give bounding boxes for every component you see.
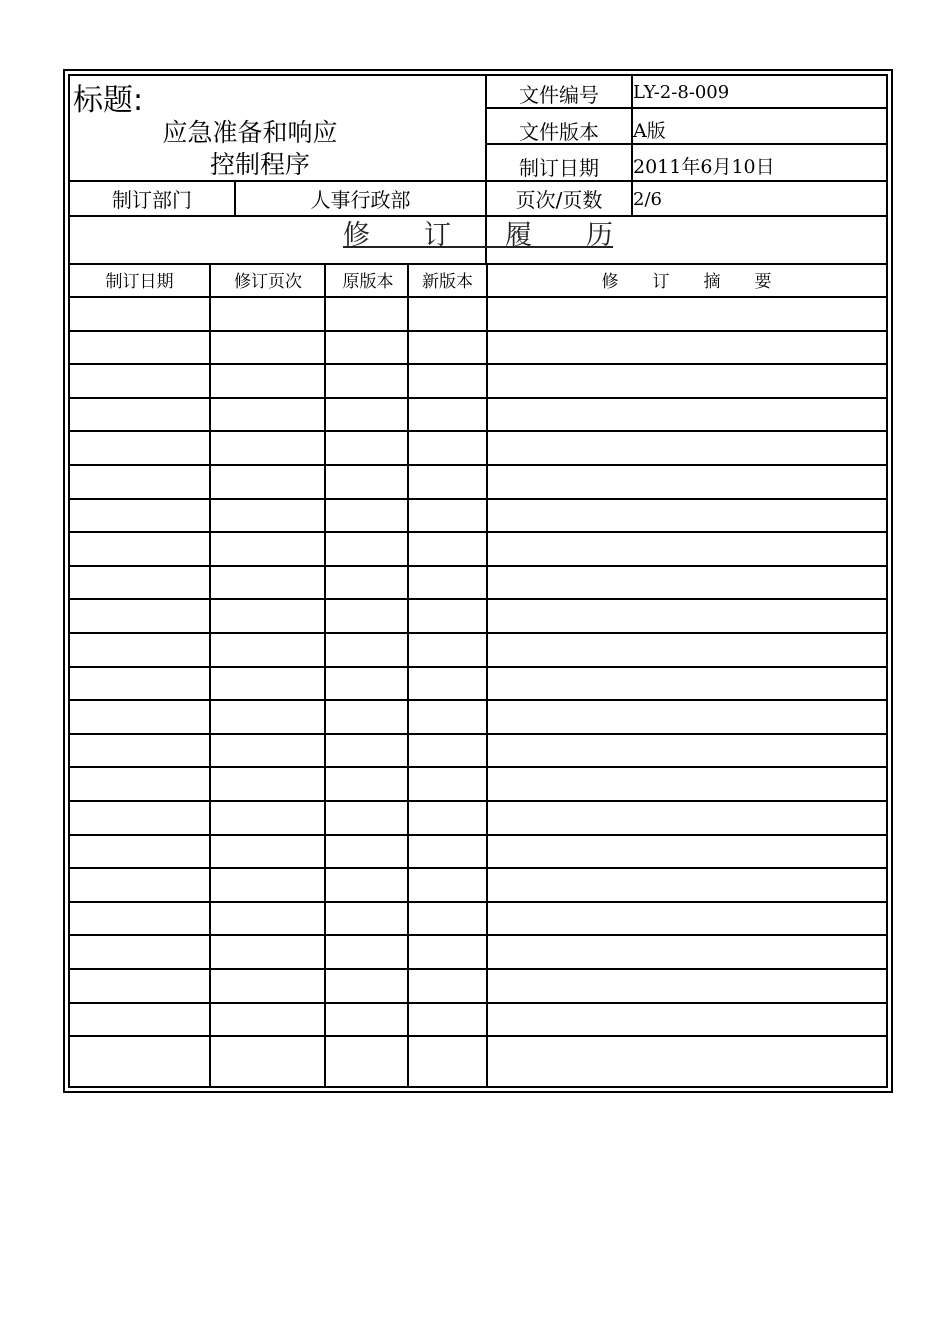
- table-row: [70, 1002, 886, 1004]
- version-label: 文件版本: [519, 120, 599, 144]
- table-row: [70, 464, 886, 466]
- table-header-divider: [70, 296, 886, 298]
- table-column-divider: [324, 263, 326, 1086]
- col-header-old-version: 原版本: [342, 272, 394, 292]
- table-row: [70, 397, 886, 399]
- table-row: [70, 363, 886, 365]
- table-row: [70, 968, 886, 970]
- document-inner-frame: [68, 74, 888, 1088]
- table-row: [70, 565, 886, 567]
- doc-no-value: LY-2-8-009: [633, 82, 730, 103]
- col-header-page: 修订页次: [234, 272, 302, 292]
- table-row: [70, 800, 886, 802]
- hline-dept-top: [70, 180, 886, 182]
- date-label: 制订日期: [519, 156, 599, 180]
- doc-no-label: 文件编号: [519, 83, 599, 107]
- table-column-divider: [407, 263, 409, 1086]
- title-line-1: 应急准备和响应: [162, 118, 338, 147]
- table-row: [70, 699, 886, 701]
- dept-label: 制订部门: [112, 188, 192, 212]
- page-value: 2/6: [633, 189, 662, 210]
- table-row: [70, 766, 886, 768]
- table-row: [70, 430, 886, 432]
- table-row: [70, 498, 886, 500]
- table-row: [70, 867, 886, 869]
- title-line-2: 控制程序: [209, 150, 310, 179]
- table-row: [70, 632, 886, 634]
- table-row: [70, 330, 886, 332]
- revision-heading: 修 订 履 历: [343, 220, 613, 251]
- page-divider: [631, 180, 633, 216]
- col-header-summary: 修 订 摘 要: [601, 272, 772, 292]
- table-row: [70, 1035, 886, 1037]
- table-row: [70, 733, 886, 735]
- table-row: [70, 834, 886, 836]
- table-row: [70, 934, 886, 936]
- col-header-date: 制订日期: [105, 272, 174, 292]
- hline-dept-bottom: [70, 215, 886, 217]
- version-value: A版: [633, 120, 666, 142]
- title-label: 标题:: [73, 83, 144, 118]
- table-row: [70, 666, 886, 668]
- page-label: 页次/页数: [515, 188, 603, 212]
- document-frame: [63, 69, 893, 1093]
- revision-table: [70, 263, 886, 1086]
- table-column-divider: [486, 263, 488, 1086]
- table-column-divider: [209, 263, 211, 1086]
- table-row: [70, 598, 886, 600]
- table-row: [70, 531, 886, 533]
- date-value: 2011年6月10日: [633, 156, 775, 178]
- table-row: [70, 901, 886, 903]
- dept-value: 人事行政部: [310, 188, 411, 212]
- hline-r1: [485, 107, 886, 109]
- col-header-new-version: 新版本: [422, 272, 473, 292]
